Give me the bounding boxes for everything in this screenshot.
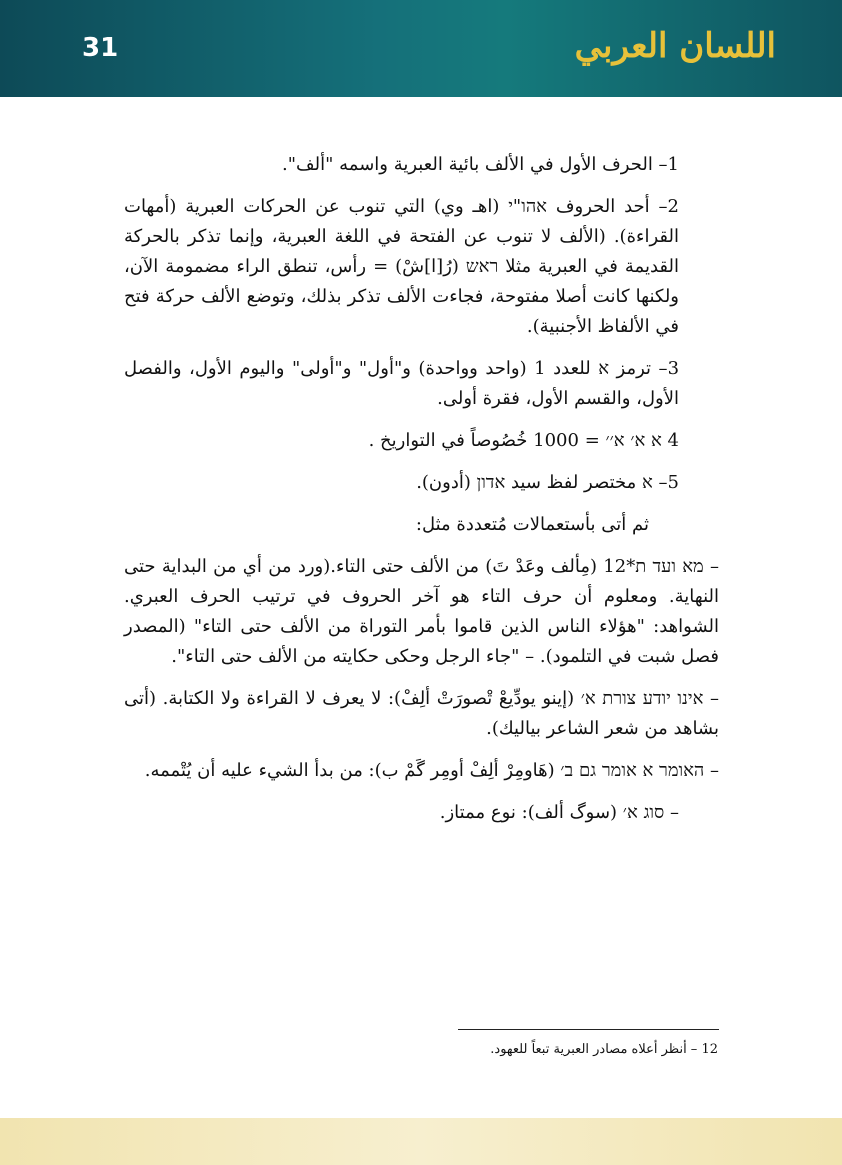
paragraph-8: – אינו יודע צורת א׳ (إينو يودِّيعْ تْصورَتْ ألِفْ): لا يعرف لا القراءة ولا الكتابة. (أتى بشاهد من شعر الشاعر بياليك). xyxy=(124,688,719,739)
paragraph-2: 2– أحد الحروف אהו"י (اهـ وي) التي تنوب عن الحركات العبرية (أمهات القراءة). (الألف لا تنوب عن الفتحة في اللغة العبرية، وإنما تذكر بالحركة القديمة في العبرية مثلا ראש (رُ[ا]شْ) = رأس، تنطق الراء مضمومة الآن، ولكنها كانت أصلا مفتوحة، فجاءت الألف تذكر بذلك، وتوضع الألف حركة فتح في الألفاظ الأجنبية). xyxy=(124,196,679,337)
paragraph-3: 3– ترمز א للعدد 1 (واحد وواحدة) و"أول" و"أولى" واليوم الأول، والفصل الأول، والقسم الأول، فقرة أولى. xyxy=(124,358,680,409)
page-footer-band xyxy=(0,1118,842,1165)
article-body xyxy=(124,150,719,840)
paragraph-7: – מא ועד ת*12 (مِألف وعَدْ تَ) من الألف حتى التاء.(ورد من أي من البداية حتى النهاية. ومعلوم أن حرف التاء هو آخر الحروف في ترتيب الحرف العبري. الشواهد: "هؤلاء الناس الذين قاموا بأمر التوراة من الألف حتى التاء" (المصدر فصل شبت في التلمود). – "جاء الرجل وحكى حكايته من الألف حتى التاء". xyxy=(124,556,719,667)
paragraph-1: 1– الحرف الأول في الألف بائية العبرية واسمه "ألف". xyxy=(282,154,679,175)
magazine-logo: اللسان العربي xyxy=(574,26,776,66)
paragraph-6: ثم أتى بأستعمالات مُتعددة مثل: xyxy=(415,514,649,535)
paragraph-5: 5– א مختصر لفظ سيد אדון (أدون). xyxy=(416,472,679,493)
page-header xyxy=(0,0,842,97)
footnote: 12 – أنظر أعلاه مصادر العبرية تبعاً للعهود. xyxy=(490,1042,718,1057)
footnote-divider xyxy=(458,1029,719,1030)
paragraph-4: 4 א א׳ א׳׳ = 1000 خُصُوصاً في التواريخ . xyxy=(368,430,679,451)
paragraph-10: – סוג א׳ (سوگ ألف): نوع ممتاز. xyxy=(439,802,679,823)
paragraph-9: – האומר א אומר גם ב׳ (هَاومِرْ ألِفْ أومِر گَمْ ب): من بدأ الشيء عليه أن يُتْممه. xyxy=(144,760,719,781)
page-number: 31 xyxy=(82,33,119,63)
